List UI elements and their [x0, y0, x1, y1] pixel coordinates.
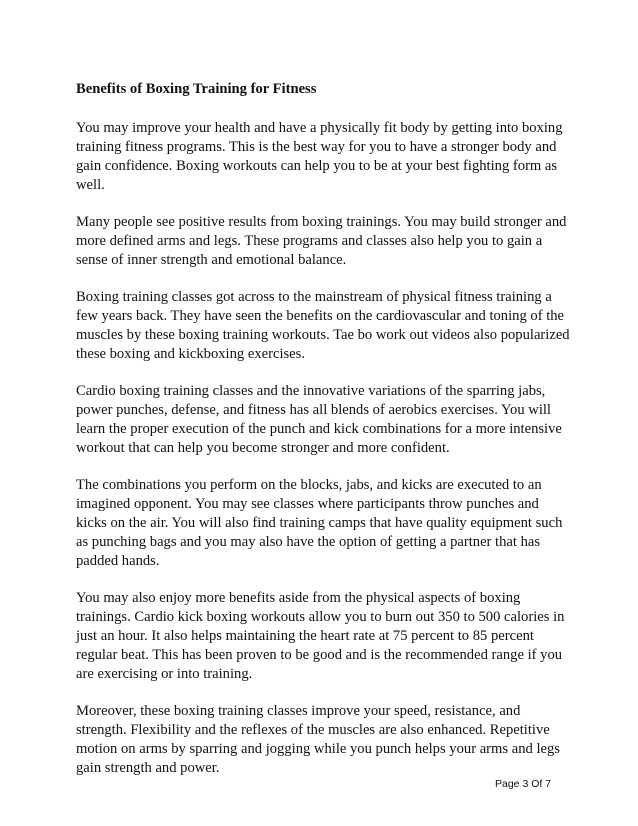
paragraph-7: Moreover, these boxing training classes improve your speed, resistance, and strength. Flexibility and the reflexes of the muscles are also enhanced. Repetitive motion on arms by sparring and jogging while you punch helps your arms and legs gain strength and power.	[76, 702, 560, 776]
document-title: Benefits of Boxing Training for Fitness	[76, 81, 317, 97]
paragraph-4: Cardio boxing training classes and the innovative variations of the sparring jabs, power punches, defense, and fitness has all blends of aerobics exercises. You will learn the proper execution of the punch and kick combinations for a more intensive workout that can help you become stronger and more confident.	[76, 383, 562, 456]
paragraph-1: You may improve your health and have a physically fit body by getting into boxing training fitness programs. This is the best way for you to have a stronger body and gain confidence. Boxing workouts can help you to be at your best fighting form as well.	[76, 119, 563, 193]
page-number: Page 3 Of 7	[495, 778, 552, 790]
paragraph-3: Boxing training classes got across to the mainstream of physical fitness training a few years back. They have seen the benefits on the cardiovascular and toning of the muscles by these boxing training workouts. Tae bo work out videos also popularized these boxing and kickboxing exercises.	[76, 289, 570, 362]
document-body	[76, 80, 570, 796]
paragraph-6: You may also enjoy more benefits aside from the physical aspects of boxing trainings. Cardio kick boxing workouts allow you to burn out 350 to 500 calories in just an hour. It also helps maintaining the heart rate at 75 percent to 85 percent regular beat. This has been proven to be good and is the recommended range if you are exercising or into training.	[76, 589, 565, 682]
paragraph-5: The combinations you perform on the blocks, jabs, and kicks are executed to an imagined opponent. You may see classes where participants throw punches and kicks on the air. You will also find training camps that have quality equipment such as punching bags and you may also have the option of getting a partner that has padded hands.	[76, 477, 563, 569]
paragraph-2: Many people see positive results from boxing trainings. You may build stronger and more defined arms and legs. These programs and classes also help you to gain a sense of inner strength and emotional balance.	[76, 213, 567, 268]
